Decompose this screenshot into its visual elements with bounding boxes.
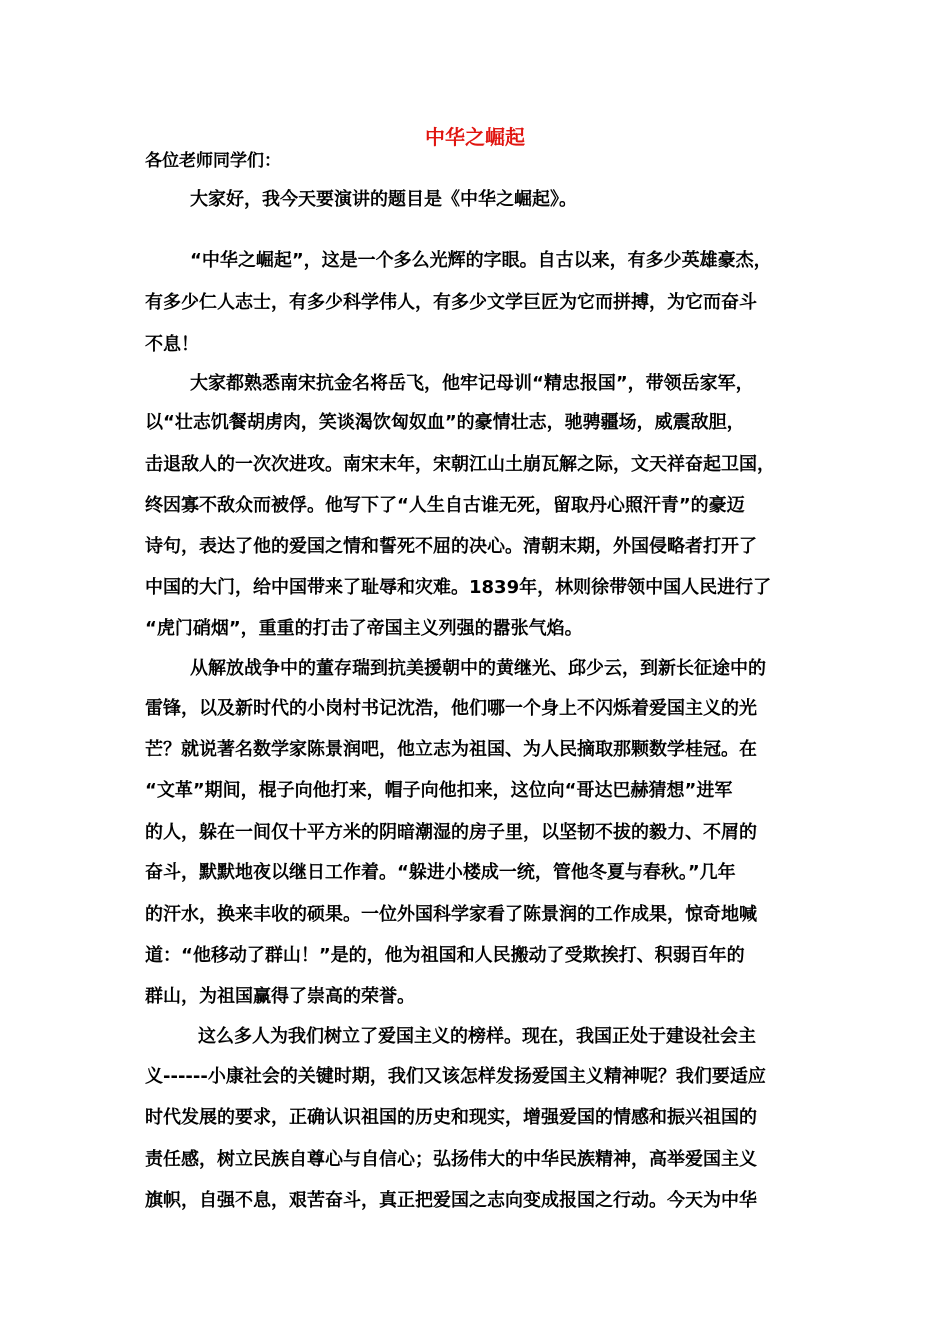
- paragraph-line: “虎门硝烟”，重重的打击了帝国主义列强的嚣张气焰。: [145, 618, 583, 639]
- paragraph-line: “中华之崛起”，这是一个多么光辉的字眼。自古以来，有多少英雄豪杰，: [190, 250, 772, 271]
- paragraph-line: 终因寡不敌众而被俘。他写下了“人生自古谁无死，留取丹心照汗青”的豪迈: [145, 495, 745, 516]
- salutation-line: 各位老师同学们：: [145, 151, 281, 171]
- paragraph-line: 不息！: [145, 334, 199, 355]
- paragraph-line: 群山，为祖国赢得了崇高的荣誉。: [145, 986, 415, 1007]
- paragraph-line: 诗句，表达了他的爱国之情和誓死不屈的决心。清朝末期，外国侵略者打开了: [145, 536, 757, 557]
- paragraph-line: “文革”期间，棍子向他打来，帽子向他扣来，这位向“哥达巴赫猜想”进军: [145, 780, 733, 801]
- paragraph-line: 以“壮志饥餐胡虏肉，笑谈渴饮匈奴血”的豪情壮志，驰骋疆场，威震敌胆，: [145, 412, 745, 433]
- paragraph-line: 大家都熟悉南宋抗金名将岳飞，他牢记母训“精忠报国”，带领岳家军，: [190, 373, 754, 394]
- paragraph-line: 道：“他移动了群山！”是的，他为祖国和人民搬动了受欺挨打、积弱百年的: [145, 945, 745, 966]
- paragraph-line: 中国的大门，给中国带来了耻辱和灾难。1839年，林则徐带领中国人民进行了: [145, 577, 772, 598]
- paragraph-line: 的人，躲在一间仅十平方米的阴暗潮湿的房子里，以坚韧不拔的毅力、不屑的: [145, 822, 757, 843]
- paragraph-line: 责任感，树立民族自尊心与自信心；弘扬伟大的中华民族精神，高举爱国主义: [145, 1149, 757, 1170]
- paragraph-line: 的汗水，换来丰收的硕果。一位外国科学家看了陈景润的工作成果，惊奇地喊: [145, 904, 757, 925]
- paragraph-line: 时代发展的要求，正确认识祖国的历史和现实，增强爱国的情感和振兴祖国的: [145, 1107, 757, 1128]
- paragraph-line: 雷锋，以及新时代的小岗村书记沈浩，他们哪一个身上不闪烁着爱国主义的光: [145, 698, 757, 719]
- paragraph-line: 击退敌人的一次次进攻。南宋末年，宋朝江山土崩瓦解之际，文天祥奋起卫国，: [145, 454, 775, 475]
- document-title: 中华之崛起: [425, 125, 525, 149]
- paragraph-line: 从解放战争中的董存瑞到抗美援朝中的黄继光、邱少云，到新长征途中的: [190, 658, 766, 679]
- paragraph-line: 义------小康社会的关键时期，我们又该怎样发扬爱国主义精神呢？我们要适应: [145, 1066, 766, 1087]
- paragraph-line: 有多少仁人志士，有多少科学伟人，有多少文学巨匠为它而拼搏，为它而奋斗: [145, 292, 757, 313]
- intro-line: 大家好，我今天要演讲的题目是《中华之崛起》。: [190, 189, 577, 210]
- paragraph-line: 这么多人为我们树立了爱国主义的榜样。现在，我国正处于建设社会主: [198, 1026, 756, 1047]
- paragraph-line: 旗帜，自强不息，艰苦奋斗，真正把爱国之志向变成报国之行动。今天为中华: [145, 1190, 757, 1211]
- paragraph-line: 芒？就说著名数学家陈景润吧，他立志为祖国、为人民摘取那颗数学桂冠。在: [145, 739, 757, 760]
- paragraph-line: 奋斗，默默地夜以继日工作着。“躲进小楼成一统，管他冬夏与春秋。”几年: [145, 862, 736, 883]
